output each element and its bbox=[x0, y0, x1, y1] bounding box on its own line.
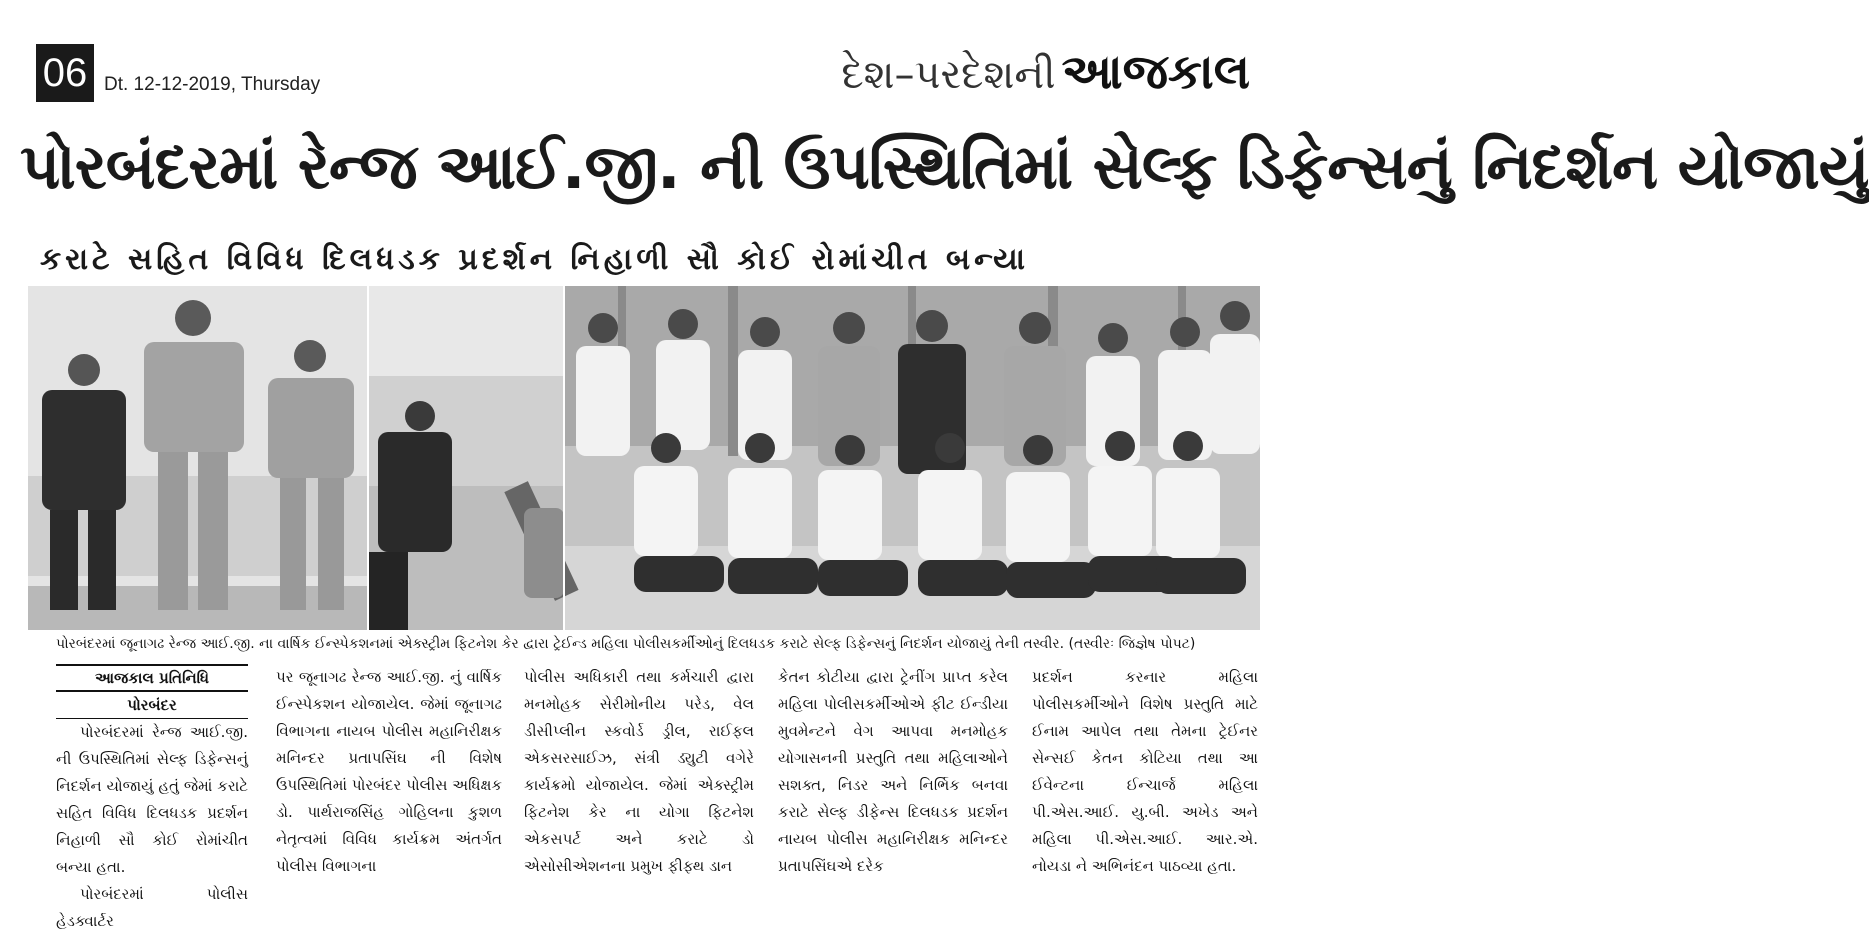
photo-caption: પોરબંદરમાં જૂનાગઢ રેન્જ આઈ.જી. ના વાર્ષિક ઈન્સ્પેકશનમાં એક્સ્ટ્રીમ ફિટનેશ કેર દ્વારા ટ્રેઈન્ડ મહિલા પોલીસકર્મીઓનું દિલધડક કરાટે સેલ્ફ ડિફેન્સનું નિદર્શન યોજાયું તેની તસ્વીર. (તસ્વીરઃ જિજ્ઞેષ પોપટ) bbox=[56, 636, 1196, 652]
masthead-brand: આજકાલ bbox=[1061, 44, 1250, 100]
news-photo bbox=[28, 286, 1260, 630]
article-paragraph: પર જૂનાગઢ રેન્જ આઈ.જી. નું વાર્ષિક ઈન્સ્પેકશન યોજાયેલ. જેમાં જૂનાગઢ વિભાગના નાયબ પોલીસ મહાનિરીક્ષક મનિન્દર પ્રતાપસિંઘ ની વિશેષ ઉપસ્થિતિમાં પોરબંદર પોલીસ અધિક્ષક ડો. પાર્થરાજસિંહ ગોહિલના કુશળ નેતૃત્વમાં વિવિધ કાર્યક્રમ અંતર્ગત પોલીસ વિભાગના bbox=[276, 668, 502, 875]
article-column-5 bbox=[1032, 664, 1258, 878]
article-column-3 bbox=[524, 664, 754, 878]
article-column-4 bbox=[778, 664, 1008, 878]
article-paragraph: કેતન કોટીયા દ્વારા ટ્રેનીંગ પ્રાપ્ત કરેલ મહિલા પોલીસકર્મીઓએ ફીટ ઈન્ડીયા મુવમેન્ટને વેગ આપવા મનમોહક યોગાસનની પ્રસ્તુતિ તથા મહિલાઓને સશક્ત, નિડર અને નિર્ભિક બનવા કરાટે સેલ્ફ ડીફેન્સ દિલધડક પ્રદર્શન નાયબ પોલીસ મહાનિરીક્ષક મનિન્દર પ્રતાપસિંઘએ દરેક bbox=[778, 668, 1008, 875]
byline: આજકાલ પ્રતિનિધિ bbox=[56, 664, 248, 692]
article-paragraph: પોરબંદરમાં રેન્જ આઈ.જી. ની ઉપસ્થિતિમાં સેલ્ફ ડિફેન્સનું નિદર્શન યોજાયું હતું જેમાં કરાટે સહિત વિવિધ દિલધડક પ્રદર્શન નિહાળી સૌ કોઈ રોમાંચીત બન્યા હતા. bbox=[56, 723, 248, 876]
article-paragraph: પોલીસ અધિકારી તથા કર્મચારી દ્વારા મનમોહક સેરીમોનીય પરેડ, વેલ ડીસીપ્લીન સ્કવોર્ડ ડ્રીલ, રાઈફલ એકસરસાઈઝ, સંત્રી ડ્યુટી વગેરે કાર્યક્રમો યોજાયેલ. જેમાં એક્સ્ટ્રીમ ફિટનેશ કેર ના યોગા ફિટનેશ એકસપર્ટ અને કરાટે ડો એસોસીએશનના પ્રમુખ ફીફ્થ ડાન bbox=[524, 668, 754, 875]
masthead-prefix: દેશ–પરદેશની bbox=[841, 52, 1056, 98]
issue-date: Dt. 12-12-2019, Thursday bbox=[104, 74, 321, 95]
article-paragraph: પ્રદર્શન કરનાર મહિલા પોલીસકર્મીઓને વિશેષ પ્રસ્તુતિ માટે ઈનામ આપેલ તથા તેમના ટ્રેઈનર સેન્સઈ કેતન કોટિયા તથા આ ઈવેન્ટના ઈન્ચાર્જ મહિલા પી.એસ.આઈ. યુ.બી. અખેડ અને મહિલા પી.એસ.આઈ. આર.એ. નોયડા ને અભિનંદન પાઠવ્યા હતા. bbox=[1032, 668, 1258, 875]
article-column-2 bbox=[276, 664, 502, 878]
article-paragraph: પોરબંદરમાં પોલીસ હેડક્વાર્ટર bbox=[56, 885, 248, 930]
subheadline: કરાટે સહિત વિવિધ દિલધડક પ્રદર્શન નિહાળી સૌ કોઈ રોમાંચીત બન્યા bbox=[40, 242, 1030, 277]
dateline: પોરબંદર bbox=[56, 692, 248, 719]
masthead bbox=[841, 44, 1250, 101]
headline: પોરબંદરમાં રેન્જ આઈ.જી. ની ઉપસ્થિતિમાં સેલ્ફ ડિફેન્સનું નિદર્શન યોજાયું bbox=[20, 130, 1869, 203]
article-column-1 bbox=[56, 664, 248, 930]
page-number: 06 bbox=[36, 44, 94, 102]
